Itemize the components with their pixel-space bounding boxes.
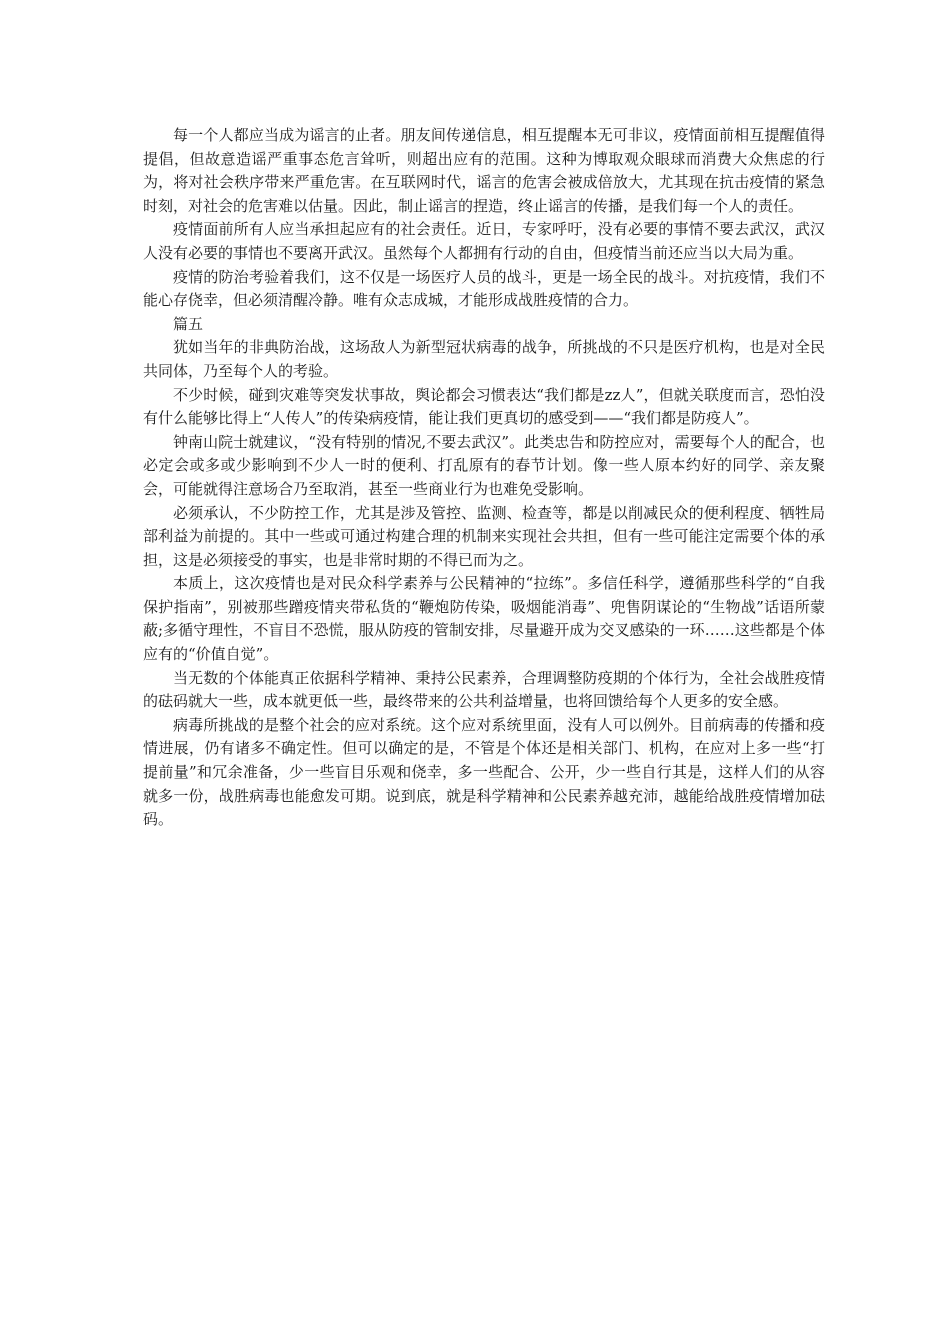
paragraph-zhong-nanshan: 钟南山院士就建议，“没有特别的情况,不要去武汉”。此类忠告和防控应对，需要每个人的配合，也必定会或多或少影响到不少人一时的便利、打乱原有的春节计划。像一些人原本约好的同学、亲友聚会，可能就得注意场合乃至取消，甚至一些商业行为也难免受影响。	[143, 432, 825, 498]
paragraph-must-admit: 必须承认，不少防控工作，尤其是涉及管控、监测、检查等，都是以削减民众的便利程度、牺牲局部利益为前提的。其中一些或可通过构建合理的机制来实现社会共担，但有一些可能注定需要个体的承担，这是必须接受的事实，也是非常时期的不得已而为之。	[143, 503, 825, 569]
section-heading: 篇五	[173, 314, 204, 333]
paragraph-social-responsibility: 疫情面前所有人应当承担起应有的社会责任。近日，专家呼吁，没有必要的事情不要去武汉，武汉人没有必要的事情也不要离开武汉。虽然每个人都拥有行动的自由，但疫情当前还应当以大局为重。	[143, 220, 825, 262]
paragraph-scientific-literacy: 本质上，这次疫情也是对民众科学素养与公民精神的“拉练”。多信任科学，遵循那些科学的“自我保护指南”，别被那些蹭疫情夹带私货的“鞭炮防传染，吸烟能消毒”、兜售阴谋论的“生物战”话语所蒙蔽;多循守理性，不盲目不恐慌，服从防疫的管制安排，尽量避开成为交叉感染的一环……这些都是个体应有的“价值自觉”。	[143, 574, 825, 664]
paragraph-we-are-all: 不少时候，碰到灾难等突发状事故，舆论都会习惯表达“我们都是zz人”，但就关联度而言，恐怕没有什么能够比得上“人传人”的传染病疫情，能让我们更真切的感受到——“我们都是防疫人”。	[143, 385, 825, 428]
paragraph-epidemic-test: 疫情的防治考验着我们，这不仅是一场医疗人员的战斗，更是一场全民的战斗。对抗疫情，我们不能心存侥幸，但必须清醒冷静。唯有众志成城，才能形成战胜疫情的合力。	[143, 267, 825, 310]
paragraph-sars-comparison: 犹如当年的非典防治战，这场敌人为新型冠状病毒的战争，所挑战的不只是医疗机构，也是对全民共同体，乃至每个人的考验。	[143, 338, 825, 380]
document-body	[143, 124, 825, 832]
paragraph-rumor-stopper: 每一个人都应当成为谣言的止者。朋友间传递信息，相互提醒本无可非议，疫情面前相互提醒值得提倡，但故意造谣严重事态危言耸听，则超出应有的范围。这种为博取观众眼球而消费大众焦虑的行为，将对社会秩序带来严重危害。在互联网时代，谣言的危害会被成倍放大，尤其现在抗击疫情的紧急时刻，对社会的危害难以估量。因此，制止谣言的捏造，终止谣言的传播，是我们每一个人的责任。	[143, 126, 825, 215]
paragraph-response-system: 病毒所挑战的是整个社会的应对系统。这个应对系统里面，没有人可以例外。目前病毒的传播和疫情进展，仍有诸多不确定性。但可以确定的是，不管是个体还是相关部门、机构，在应对上多一些“打提前量”和冗余准备，少一些盲目乐观和侥幸，多一些配合、公开，少一些自行其是，这样人们的从容就多一份，战胜病毒也能愈发可期。说到底，就是科学精神和公民素养越充沛，越能给战胜疫情增加砝码。	[143, 715, 825, 829]
paragraph-countless-individuals: 当无数的个体能真正依据科学精神、秉持公民素养，合理调整防疫期的个体行为，全社会战胜疫情的砝码就大一些，成本就更低一些，最终带来的公共利益增量，也将回馈给每个人更多的安全感。	[143, 668, 825, 711]
